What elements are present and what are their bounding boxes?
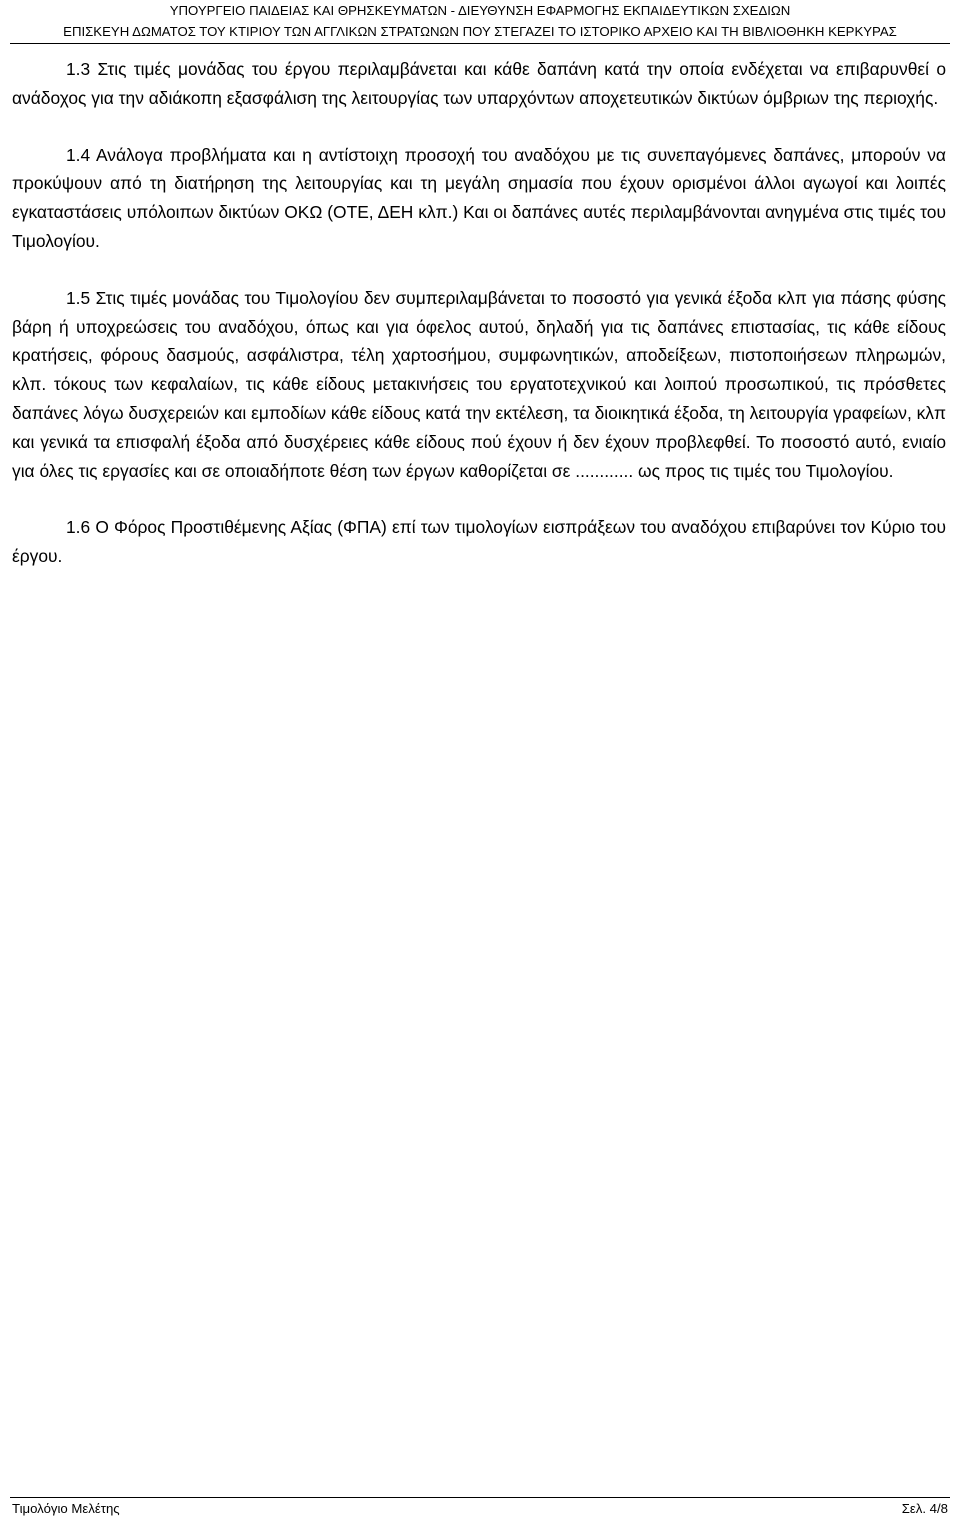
- page-header: [10, 0, 950, 42]
- header-project-line: ΕΠΙΣΚΕΥΗ ΔΩΜΑΤΟΣ ΤΟΥ ΚΤΙΡΙΟΥ ΤΩΝ ΑΓΓΛΙΚΩΝ ΣΤΡΑΤΩΝΩΝ ΠΟΥ ΣΤΕΓΑΖΕΙ ΤΟ ΙΣΤΟΡΙΚΟ ΑΡΧΕΙΟ ΚΑΙ ΤΗ ΒΙΒΛΙΟΘΗΚΗ ΚΕΡΚΥΡΑΣ: [63, 24, 897, 39]
- paragraph-1-3: 1.3 Στις τιμές μονάδας του έργου περιλαμβάνεται και κάθε δαπάνη κατά την οποία ενδέχεται να επιβαρυνθεί ο ανάδοχος για την αδιάκοπη εξασφάλιση της λειτουργίας των υπαρχόντων αποχετευτικών δικτύων όμβριων της περιοχής.: [12, 59, 946, 108]
- document-body: [12, 55, 946, 571]
- footer-page-number: Σελ. 4/8: [901, 1501, 948, 1516]
- footer-document-title: Τιμολόγιο Μελέτης: [12, 1501, 120, 1516]
- header-divider: [10, 43, 950, 44]
- paragraph-1-5: 1.5 Στις τιμές μονάδας του Τιμολογίου δεν συμπεριλαμβάνεται το ποσοστό για γενικά έξοδα κλπ για πάσης φύσης βάρη ή υποχρεώσεις του αναδόχου, όπως και για όφελος αυτού, δηλαδή για τις δαπάνες επιστασίας, τις κάθε είδους κρατήσεις, φόρους δασμούς, ασφάλιστρα, τέλη χαρτοσήμου, συμφωνητικών, αποδείξεων, πιστοποιήσεων πληρωμών, κλπ. τόκους των κεφαλαίων, τις κάθε είδους μετακινήσεις του εργατοτεχνικού και λοιπού προσωπικού, τις πρόσθετες δαπάνες λόγω δυσχερειών και εμποδίων κάθε είδους κατά την εκτέλεση, τα διοικητικά έξοδα, τη λειτουργία γραφείων, κλπ και γενικά τα επισφαλή έξοδα από δυσχέρειες κάθε είδους πού έχουν ή δεν έχουν προβλεφθεί. Το ποσοστό αυτό, ενιαίο για όλες τις εργασίες και σε οποιαδήποτε θέση των έργων καθορίζεται σε ............ ως προς τις τιμές του Τιμολογίου.: [12, 287, 946, 481]
- paragraph-1-4: 1.4 Ανάλογα προβλήματα και η αντίστοιχη προσοχή του αναδόχου με τις συνεπαγόμενες δαπάνες, μπορούν να προκύψουν από τη διατήρηση της λειτουργίας και τη μεγάλη σημασία που έχουν ορισμένοι άλλοι αγωγοί και λοιπές εγκαταστάσεις υπόλοιπων δικτύων ΟΚΩ (ΟΤΕ, ΔΕΗ κλπ.) Και οι δαπάνες αυτές περιλαμβάνονται ανηγμένα στις τιμές του Τιμολογίου.: [12, 144, 946, 251]
- footer-divider: [10, 1497, 950, 1498]
- header-ministry-line: ΥΠΟΥΡΓΕΙΟ ΠΑΙΔΕΙΑΣ ΚΑΙ ΘΡΗΣΚΕΥΜΑΤΩΝ - ΔΙΕΥΘΥΝΣΗ ΕΦΑΡΜΟΓΗΣ ΕΚΠΑΙΔΕΥΤΙΚΩΝ ΣΧΕΔΙΩΝ: [169, 3, 791, 18]
- paragraph-1-6: 1.6 Ο Φόρος Προστιθέμενης Αξίας (ΦΠΑ) επί των τιμολογίων εισπράξεων του αναδόχου επιβαρύνει τον Κύριο του έργου.: [12, 517, 946, 567]
